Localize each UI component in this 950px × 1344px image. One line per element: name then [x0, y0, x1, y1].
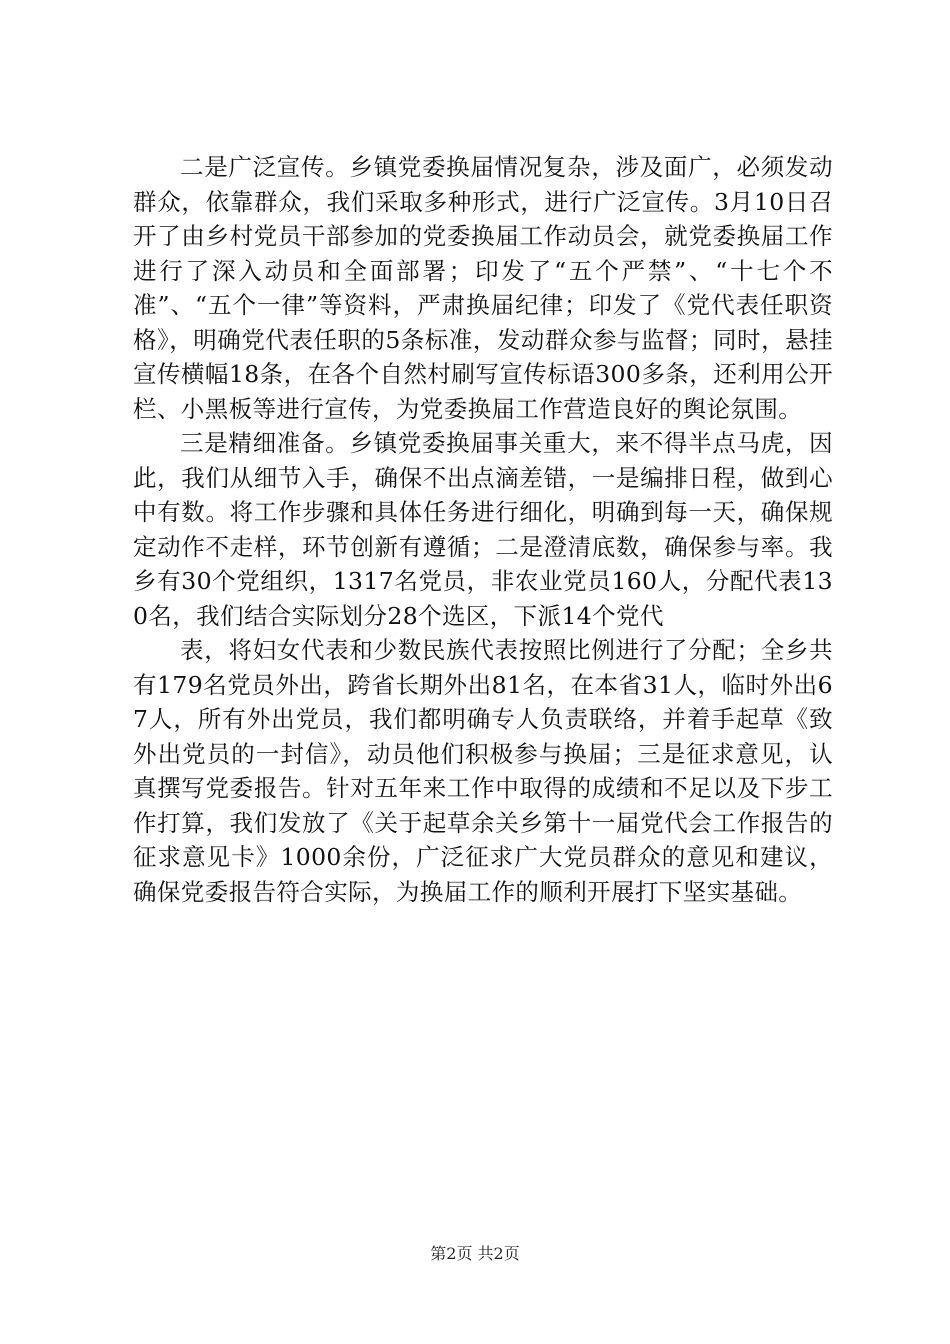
- page-footer: [0, 1243, 950, 1265]
- paragraph-continuation: 表，将妇女代表和少数民族代表按照比例进行了分配；全乡共有179名党员外出，跨省长期外出81名，在本省31人，临时外出67人，所有外出党员，我们都明确专人负责联络，并着手起草《致外出党员的一封信》，动员他们积极参与换届；三是征求意见，认真撰写党委报告。针对五年来工作中取得的成绩和不足以及下步工作打算，我们发放了《关于起草余关乡第十一届党代会工作报告的征求意见卡》1000余份，广泛征求广大党员群众的意见和建议，确保党委报告符合实际，为换届工作的顺利开展打下坚实基础。: [133, 636, 833, 906]
- document-body: [133, 150, 833, 909]
- paragraph-publicity: 二是广泛宣传。乡镇党委换届情况复杂，涉及面广，必须发动群众，依靠群众，我们采取多种形式，进行广泛宣传。3月10日召开了由乡村党员干部参加的党委换届工作动员会，就党委换届工作进行了深入动员和全面部署；印发了“五个严禁”、“十七个不准”、“五个一律”等资料，严肃换届纪律；印发了《党代表任职资格》，明确党代表任职的5条标准，发动群众参与监督；同时，悬挂宣传横幅18条，在各个自然村刷写宣传标语300多条，还利用公开栏、小黑板等进行宣传，为党委换届工作营造良好的舆论氛围。: [133, 153, 833, 423]
- paragraph-preparation: 三是精细准备。乡镇党委换届事关重大，来不得半点马虎，因此，我们从细节入手，确保不出点滴差错，一是编排日程，做到心中有数。将工作步骤和具体任务进行细化，明确到每一天，确保规定动作不走样，环节创新有遵循；二是澄清底数，确保参与率。我乡有30个党组织，1317名党员，非农业党员160人，分配代表130名，我们结合实际划分28个选区，下派14个党代: [133, 429, 833, 630]
- page-number: 第2页 共2页: [430, 1244, 520, 1263]
